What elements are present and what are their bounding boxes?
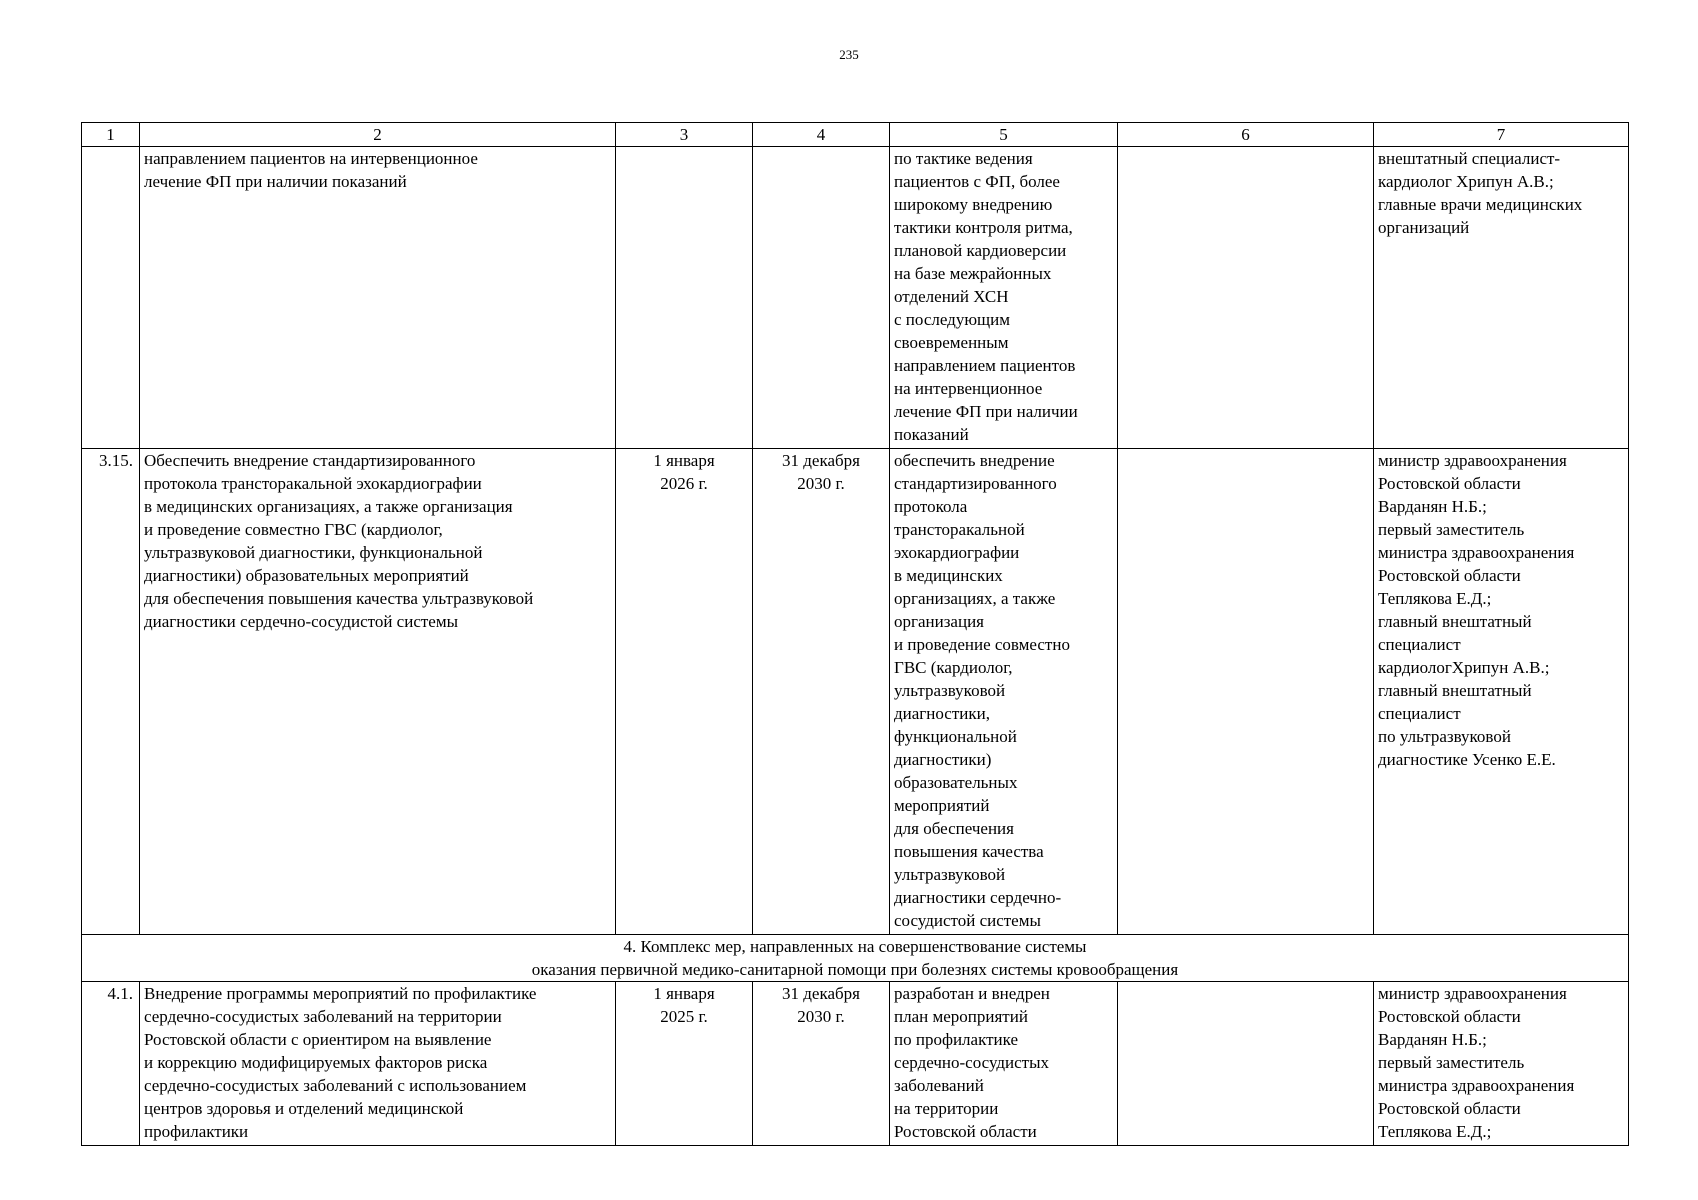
table-row bbox=[82, 147, 1629, 449]
result-text: разработан и внедрен план мероприятий по профилактике сердечно-сосудистых заболеваний на территории Ростовской области bbox=[890, 982, 1118, 1146]
start-date: 1 января 2025 г. bbox=[616, 982, 753, 1146]
page-number: 235 bbox=[839, 47, 859, 62]
column-6-cell bbox=[1118, 982, 1374, 1146]
column-number-row bbox=[82, 123, 1629, 147]
item-number: 4.1. bbox=[82, 982, 140, 1146]
end-date: 31 декабря 2030 г. bbox=[753, 982, 890, 1146]
responsible-text: министр здравоохранения Ростовской области Варданян Н.Б.; первый заместитель министра здравоохранения Ростовской области Теплякова Е.Д.; bbox=[1374, 982, 1629, 1146]
table-row bbox=[82, 449, 1629, 935]
column-header-7: 7 bbox=[1374, 123, 1629, 147]
start-date: 1 января 2026 г. bbox=[616, 449, 753, 935]
responsible-text: министр здравоохранения Ростовской области Варданян Н.Б.; первый заместитель министра здравоохранения Ростовской области Теплякова Е.Д.; главный внештатный специалист кардиологХрипун А.В.; главный внештатный специалист по ультразвуковой диагностике Усенко Е.Е. bbox=[1374, 449, 1629, 935]
section-heading-row bbox=[82, 935, 1629, 982]
item-number bbox=[82, 147, 140, 449]
measure-text: Внедрение программы мероприятий по профилактике сердечно-сосудистых заболеваний на территории Ростовской области с ориентиром на выявление и коррекцию модифицируемых факторов риска сердечно-сосудистых заболеваний с использованием центров здоровья и отделений медицинской профилактики bbox=[140, 982, 616, 1146]
item-number: 3.15. bbox=[82, 449, 140, 935]
column-header-4: 4 bbox=[753, 123, 890, 147]
end-date bbox=[753, 147, 890, 449]
end-date: 31 декабря 2030 г. bbox=[753, 449, 890, 935]
column-header-6: 6 bbox=[1118, 123, 1374, 147]
column-header-1: 1 bbox=[82, 123, 140, 147]
section-title: 4. Комплекс мер, направленных на совершенствование системы оказания первичной медико-санитарной помощи при болезнях системы кровообращения bbox=[82, 935, 1629, 982]
column-header-3: 3 bbox=[616, 123, 753, 147]
responsible-text: внештатный специалист- кардиолог Хрипун А.В.; главные врачи медицинских организаций bbox=[1374, 147, 1629, 449]
column-header-2: 2 bbox=[140, 123, 616, 147]
measure-text: Обеспечить внедрение стандартизированного протокола трансторакальной эхокардиографии в медицинских организациях, а также организация и проведение совместно ГВС (кардиолог, ультразвуковой диагностики, функциональной диагностики) образовательных мероприятий для обеспечения повышения качества ультразвуковой диагностики сердечно-сосудистой системы bbox=[140, 449, 616, 935]
table-row bbox=[82, 982, 1629, 1146]
result-text: обеспечить внедрение стандартизированного протокола трансторакальной эхокардиографии в медицинских организациях, а также организация и проведение совместно ГВС (кардиолог, ультразвуковой диагностики, функциональной диагностики) образовательных мероприятий для обеспечения повышения качества ультразвуковой диагностики сердечно- сосудистой системы bbox=[890, 449, 1118, 935]
measure-text: направлением пациентов на интервенционное лечение ФП при наличии показаний bbox=[140, 147, 616, 449]
result-text: по тактике ведения пациентов с ФП, более широкому внедрению тактики контроля ритма, плановой кардиоверсии на базе межрайонных отделений ХСН с последующим своевременным направлением пациентов на интервенционное лечение ФП при наличии показаний bbox=[890, 147, 1118, 449]
column-header-5: 5 bbox=[890, 123, 1118, 147]
start-date bbox=[616, 147, 753, 449]
column-6-cell bbox=[1118, 147, 1374, 449]
measures-table bbox=[81, 122, 1629, 1146]
column-6-cell bbox=[1118, 449, 1374, 935]
